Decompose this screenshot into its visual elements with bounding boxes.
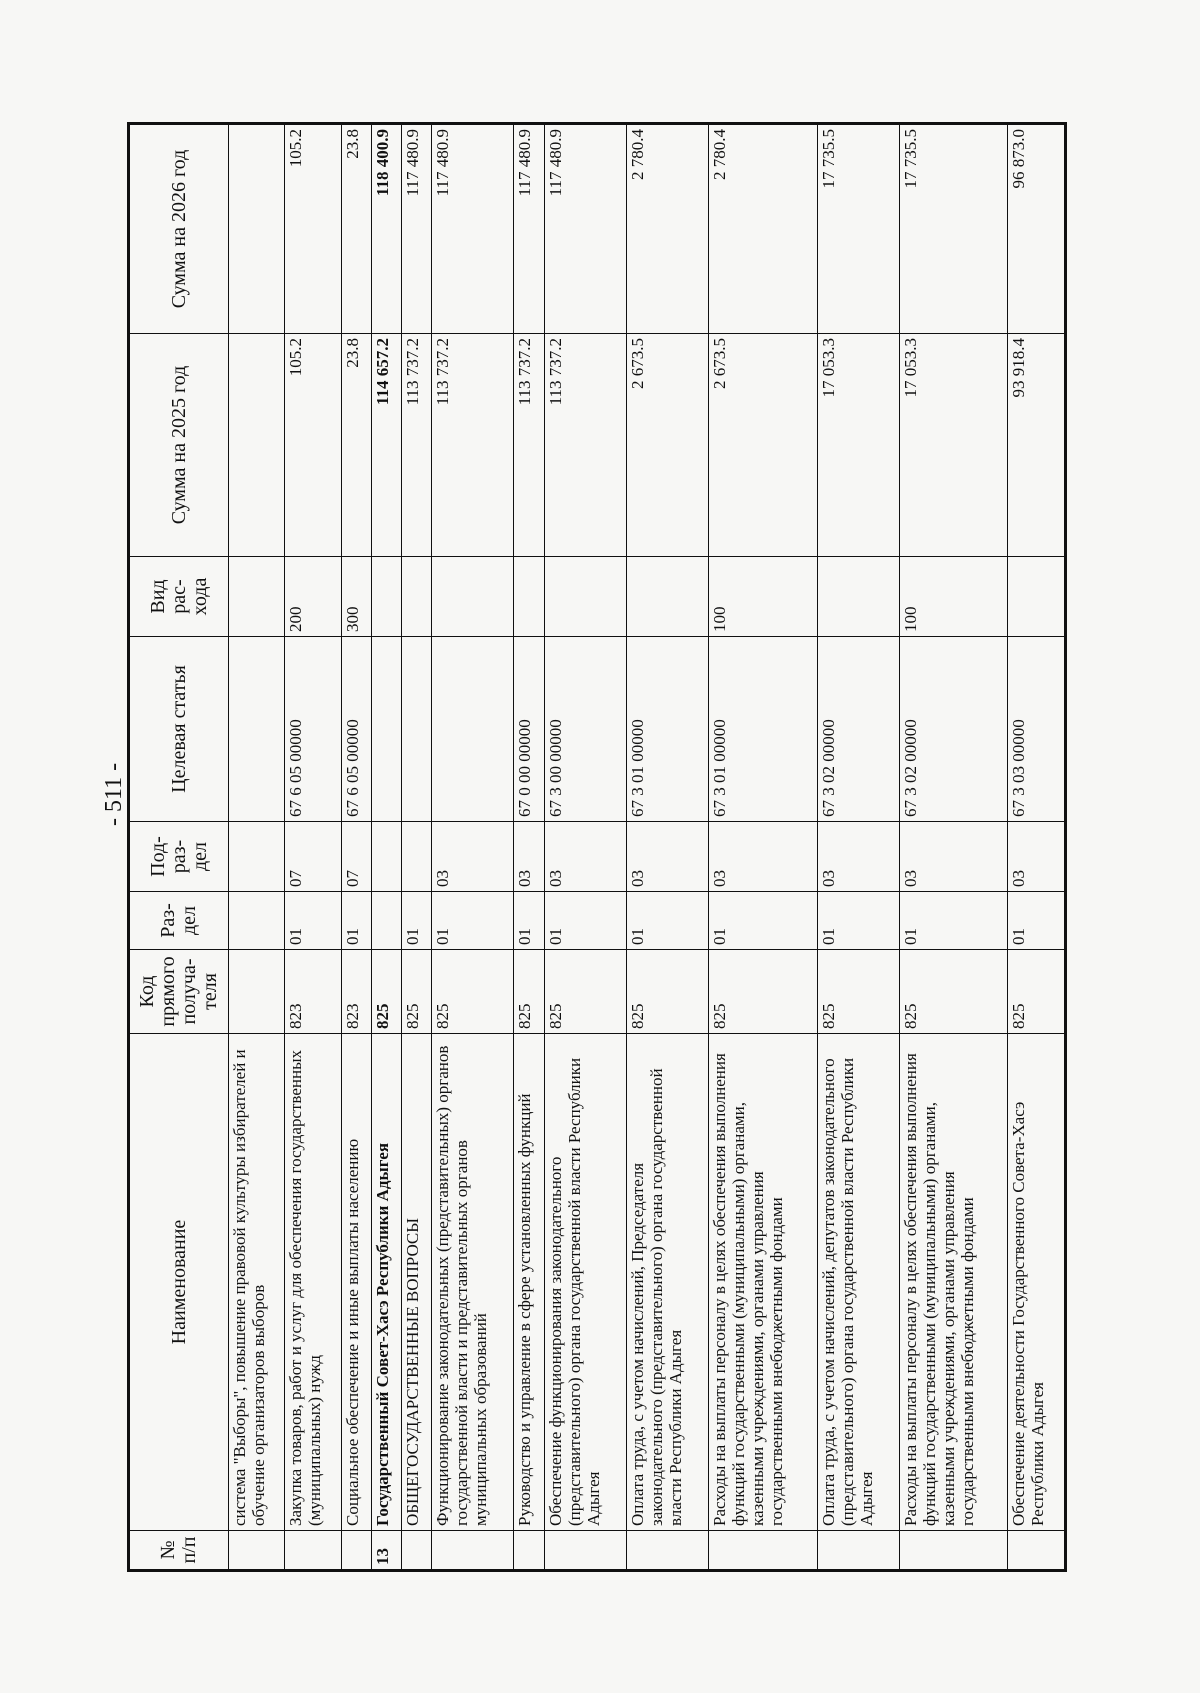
header-expense-type: Вид рас- хода bbox=[129, 557, 229, 637]
sum-2026 bbox=[229, 124, 285, 334]
subsection-code: 03 bbox=[544, 822, 626, 892]
row-number bbox=[401, 1531, 431, 1571]
item-name: Расходы на выплаты персоналу в целях обеспечения выполнения функций государственными (муниципальными) органами, казенными учреждениями, органами управления государственными внебюджетными фондами bbox=[709, 1034, 817, 1531]
expense-type bbox=[432, 557, 514, 637]
sum-2025: 2 673.5 bbox=[626, 334, 708, 557]
table-row bbox=[544, 124, 626, 1571]
table-row bbox=[341, 124, 371, 1571]
table-row bbox=[626, 124, 708, 1571]
row-number bbox=[432, 1531, 514, 1571]
section-code bbox=[371, 892, 401, 950]
target-article: 67 3 02 00000 bbox=[817, 637, 899, 822]
subsection-code: 03 bbox=[626, 822, 708, 892]
section-code: 01 bbox=[899, 892, 1007, 950]
sum-2026: 2 780.4 bbox=[626, 124, 708, 334]
item-name: Расходы на выплаты персоналу в целях обеспечения выполнения функций государственными (муниципальными) органами, казенными учреждениями, органами управления государственными внебюджетными фондами bbox=[899, 1034, 1007, 1531]
expense-type bbox=[626, 557, 708, 637]
subsection-code: 03 bbox=[709, 822, 817, 892]
budget-table-container bbox=[127, 125, 1067, 1572]
sum-2026: 117 480.9 bbox=[401, 124, 431, 334]
table-row bbox=[709, 124, 817, 1571]
row-number bbox=[285, 1531, 341, 1571]
row-number bbox=[544, 1531, 626, 1571]
table-row bbox=[432, 124, 514, 1571]
sum-2025: 17 053.3 bbox=[817, 334, 899, 557]
subsection-code bbox=[229, 822, 285, 892]
item-name: система "Выборы", повышение правовой культуры избирателей и обучение организаторов выборов bbox=[229, 1034, 285, 1531]
sum-2026: 96 873.0 bbox=[1008, 124, 1066, 334]
subsection-code: 03 bbox=[432, 822, 514, 892]
expense-type: 300 bbox=[341, 557, 371, 637]
row-number bbox=[229, 1531, 285, 1571]
subsection-code bbox=[371, 822, 401, 892]
target-article bbox=[371, 637, 401, 822]
header-sum-2026: Сумма на 2026 год bbox=[129, 124, 229, 334]
item-name: Функционирование законодательных (представительных) органов государственной власти и представительных органов муниципальных образований bbox=[432, 1034, 514, 1531]
subsection-code: 03 bbox=[1008, 822, 1066, 892]
table-row bbox=[229, 124, 285, 1571]
recipient-code: 825 bbox=[371, 950, 401, 1034]
header-section: Раз- дел bbox=[129, 892, 229, 950]
expense-type bbox=[401, 557, 431, 637]
target-article bbox=[229, 637, 285, 822]
sum-2025: 93 918.4 bbox=[1008, 334, 1066, 557]
recipient-code: 825 bbox=[709, 950, 817, 1034]
expense-type: 100 bbox=[899, 557, 1007, 637]
subsection-code: 03 bbox=[817, 822, 899, 892]
target-article: 67 3 01 00000 bbox=[709, 637, 817, 822]
sum-2025: 114 657.2 bbox=[371, 334, 401, 557]
recipient-code: 825 bbox=[817, 950, 899, 1034]
sum-2026: 117 480.9 bbox=[432, 124, 514, 334]
sum-2026: 117 480.9 bbox=[544, 124, 626, 334]
section-code: 01 bbox=[341, 892, 371, 950]
table-row bbox=[1008, 124, 1066, 1571]
expense-type bbox=[817, 557, 899, 637]
item-name: Государственный Совет-Хасэ Республики Адыгея bbox=[371, 1034, 401, 1531]
target-article: 67 0 00 00000 bbox=[514, 637, 544, 822]
item-name: Закупка товаров, работ и услуг для обеспечения государственных (муниципальных) нужд bbox=[285, 1034, 341, 1531]
row-number bbox=[817, 1531, 899, 1571]
header-sum-2025: Сумма на 2025 год bbox=[129, 334, 229, 557]
recipient-code bbox=[229, 950, 285, 1034]
recipient-code: 823 bbox=[285, 950, 341, 1034]
subsection-code: 03 bbox=[899, 822, 1007, 892]
expense-type bbox=[371, 557, 401, 637]
target-article: 67 3 01 00000 bbox=[626, 637, 708, 822]
header-name: Наименование bbox=[129, 1034, 229, 1531]
expense-type: 100 bbox=[709, 557, 817, 637]
row-number bbox=[514, 1531, 544, 1571]
table-row bbox=[285, 124, 341, 1571]
target-article: 67 3 00 00000 bbox=[544, 637, 626, 822]
expense-type: 200 bbox=[285, 557, 341, 637]
sum-2025 bbox=[229, 334, 285, 557]
sum-2025: 113 737.2 bbox=[401, 334, 431, 557]
item-name: Обеспечение функционирования законодательного (представительного) органа государственной власти Республики Адыгея bbox=[544, 1034, 626, 1531]
target-article bbox=[401, 637, 431, 822]
item-name: Оплата труда, с учетом начислений, Председателя законодательного (представительного) органа государственной власти Республики Адыгея bbox=[626, 1034, 708, 1531]
row-number bbox=[626, 1531, 708, 1571]
recipient-code: 825 bbox=[401, 950, 431, 1034]
section-code: 01 bbox=[432, 892, 514, 950]
expense-type bbox=[1008, 557, 1066, 637]
sum-2025: 113 737.2 bbox=[514, 334, 544, 557]
subsection-code bbox=[401, 822, 431, 892]
target-article: 67 6 05 00000 bbox=[285, 637, 341, 822]
section-code bbox=[229, 892, 285, 950]
table-row bbox=[371, 124, 401, 1571]
row-number: 13 bbox=[371, 1531, 401, 1571]
section-code: 01 bbox=[709, 892, 817, 950]
sum-2026: 23.8 bbox=[341, 124, 371, 334]
section-code: 01 bbox=[626, 892, 708, 950]
row-number bbox=[899, 1531, 1007, 1571]
recipient-code: 825 bbox=[626, 950, 708, 1034]
recipient-code: 825 bbox=[899, 950, 1007, 1034]
item-name: Социальное обеспечение и иные выплаты населению bbox=[341, 1034, 371, 1531]
sum-2025: 23.8 bbox=[341, 334, 371, 557]
expense-type bbox=[514, 557, 544, 637]
row-number bbox=[709, 1531, 817, 1571]
page-number: - 511 - bbox=[101, 762, 127, 826]
sum-2026: 118 400.9 bbox=[371, 124, 401, 334]
budget-table bbox=[127, 122, 1067, 1572]
subsection-code: 07 bbox=[285, 822, 341, 892]
target-article: 67 6 05 00000 bbox=[341, 637, 371, 822]
sum-2026: 117 480.9 bbox=[514, 124, 544, 334]
recipient-code: 825 bbox=[544, 950, 626, 1034]
table-row bbox=[514, 124, 544, 1571]
subsection-code: 07 bbox=[341, 822, 371, 892]
sum-2025: 113 737.2 bbox=[432, 334, 514, 557]
recipient-code: 825 bbox=[432, 950, 514, 1034]
item-name: Оплата труда, с учетом начислений, депутатов законодательного (представительного) органа государственной власти Республики Адыгея bbox=[817, 1034, 899, 1531]
sum-2025: 2 673.5 bbox=[709, 334, 817, 557]
target-article bbox=[432, 637, 514, 822]
header-no: № п/п bbox=[129, 1531, 229, 1571]
section-code: 01 bbox=[817, 892, 899, 950]
target-article: 67 3 03 00000 bbox=[1008, 637, 1066, 822]
section-code: 01 bbox=[401, 892, 431, 950]
subsection-code: 03 bbox=[514, 822, 544, 892]
sum-2026: 17 735.5 bbox=[817, 124, 899, 334]
header-subsection: Под- раз- дел bbox=[129, 822, 229, 892]
header-row bbox=[129, 124, 229, 1571]
item-name: ОБЩЕГОСУДАРСТВЕННЫЕ ВОПРОСЫ bbox=[401, 1034, 431, 1531]
table-row bbox=[899, 124, 1007, 1571]
header-recipient-code: Код прямого получа- теля bbox=[129, 950, 229, 1034]
sum-2025: 113 737.2 bbox=[544, 334, 626, 557]
section-code: 01 bbox=[1008, 892, 1066, 950]
expense-type bbox=[229, 557, 285, 637]
item-name: Обеспечение деятельности Государственного Совета-Хасэ Республики Адыгея bbox=[1008, 1034, 1066, 1531]
table-row bbox=[401, 124, 431, 1571]
sum-2025: 105.2 bbox=[285, 334, 341, 557]
sum-2026: 2 780.4 bbox=[709, 124, 817, 334]
section-code: 01 bbox=[514, 892, 544, 950]
sum-2026: 17 735.5 bbox=[899, 124, 1007, 334]
row-number bbox=[341, 1531, 371, 1571]
item-name: Руководство и управление в сфере установленных функций bbox=[514, 1034, 544, 1531]
table-row bbox=[817, 124, 899, 1571]
row-number bbox=[1008, 1531, 1066, 1571]
recipient-code: 825 bbox=[514, 950, 544, 1034]
sum-2025: 17 053.3 bbox=[899, 334, 1007, 557]
header-target-article: Целевая статья bbox=[129, 637, 229, 822]
expense-type bbox=[544, 557, 626, 637]
recipient-code: 823 bbox=[341, 950, 371, 1034]
section-code: 01 bbox=[544, 892, 626, 950]
target-article: 67 3 02 00000 bbox=[899, 637, 1007, 822]
section-code: 01 bbox=[285, 892, 341, 950]
sum-2026: 105.2 bbox=[285, 124, 341, 334]
recipient-code: 825 bbox=[1008, 950, 1066, 1034]
